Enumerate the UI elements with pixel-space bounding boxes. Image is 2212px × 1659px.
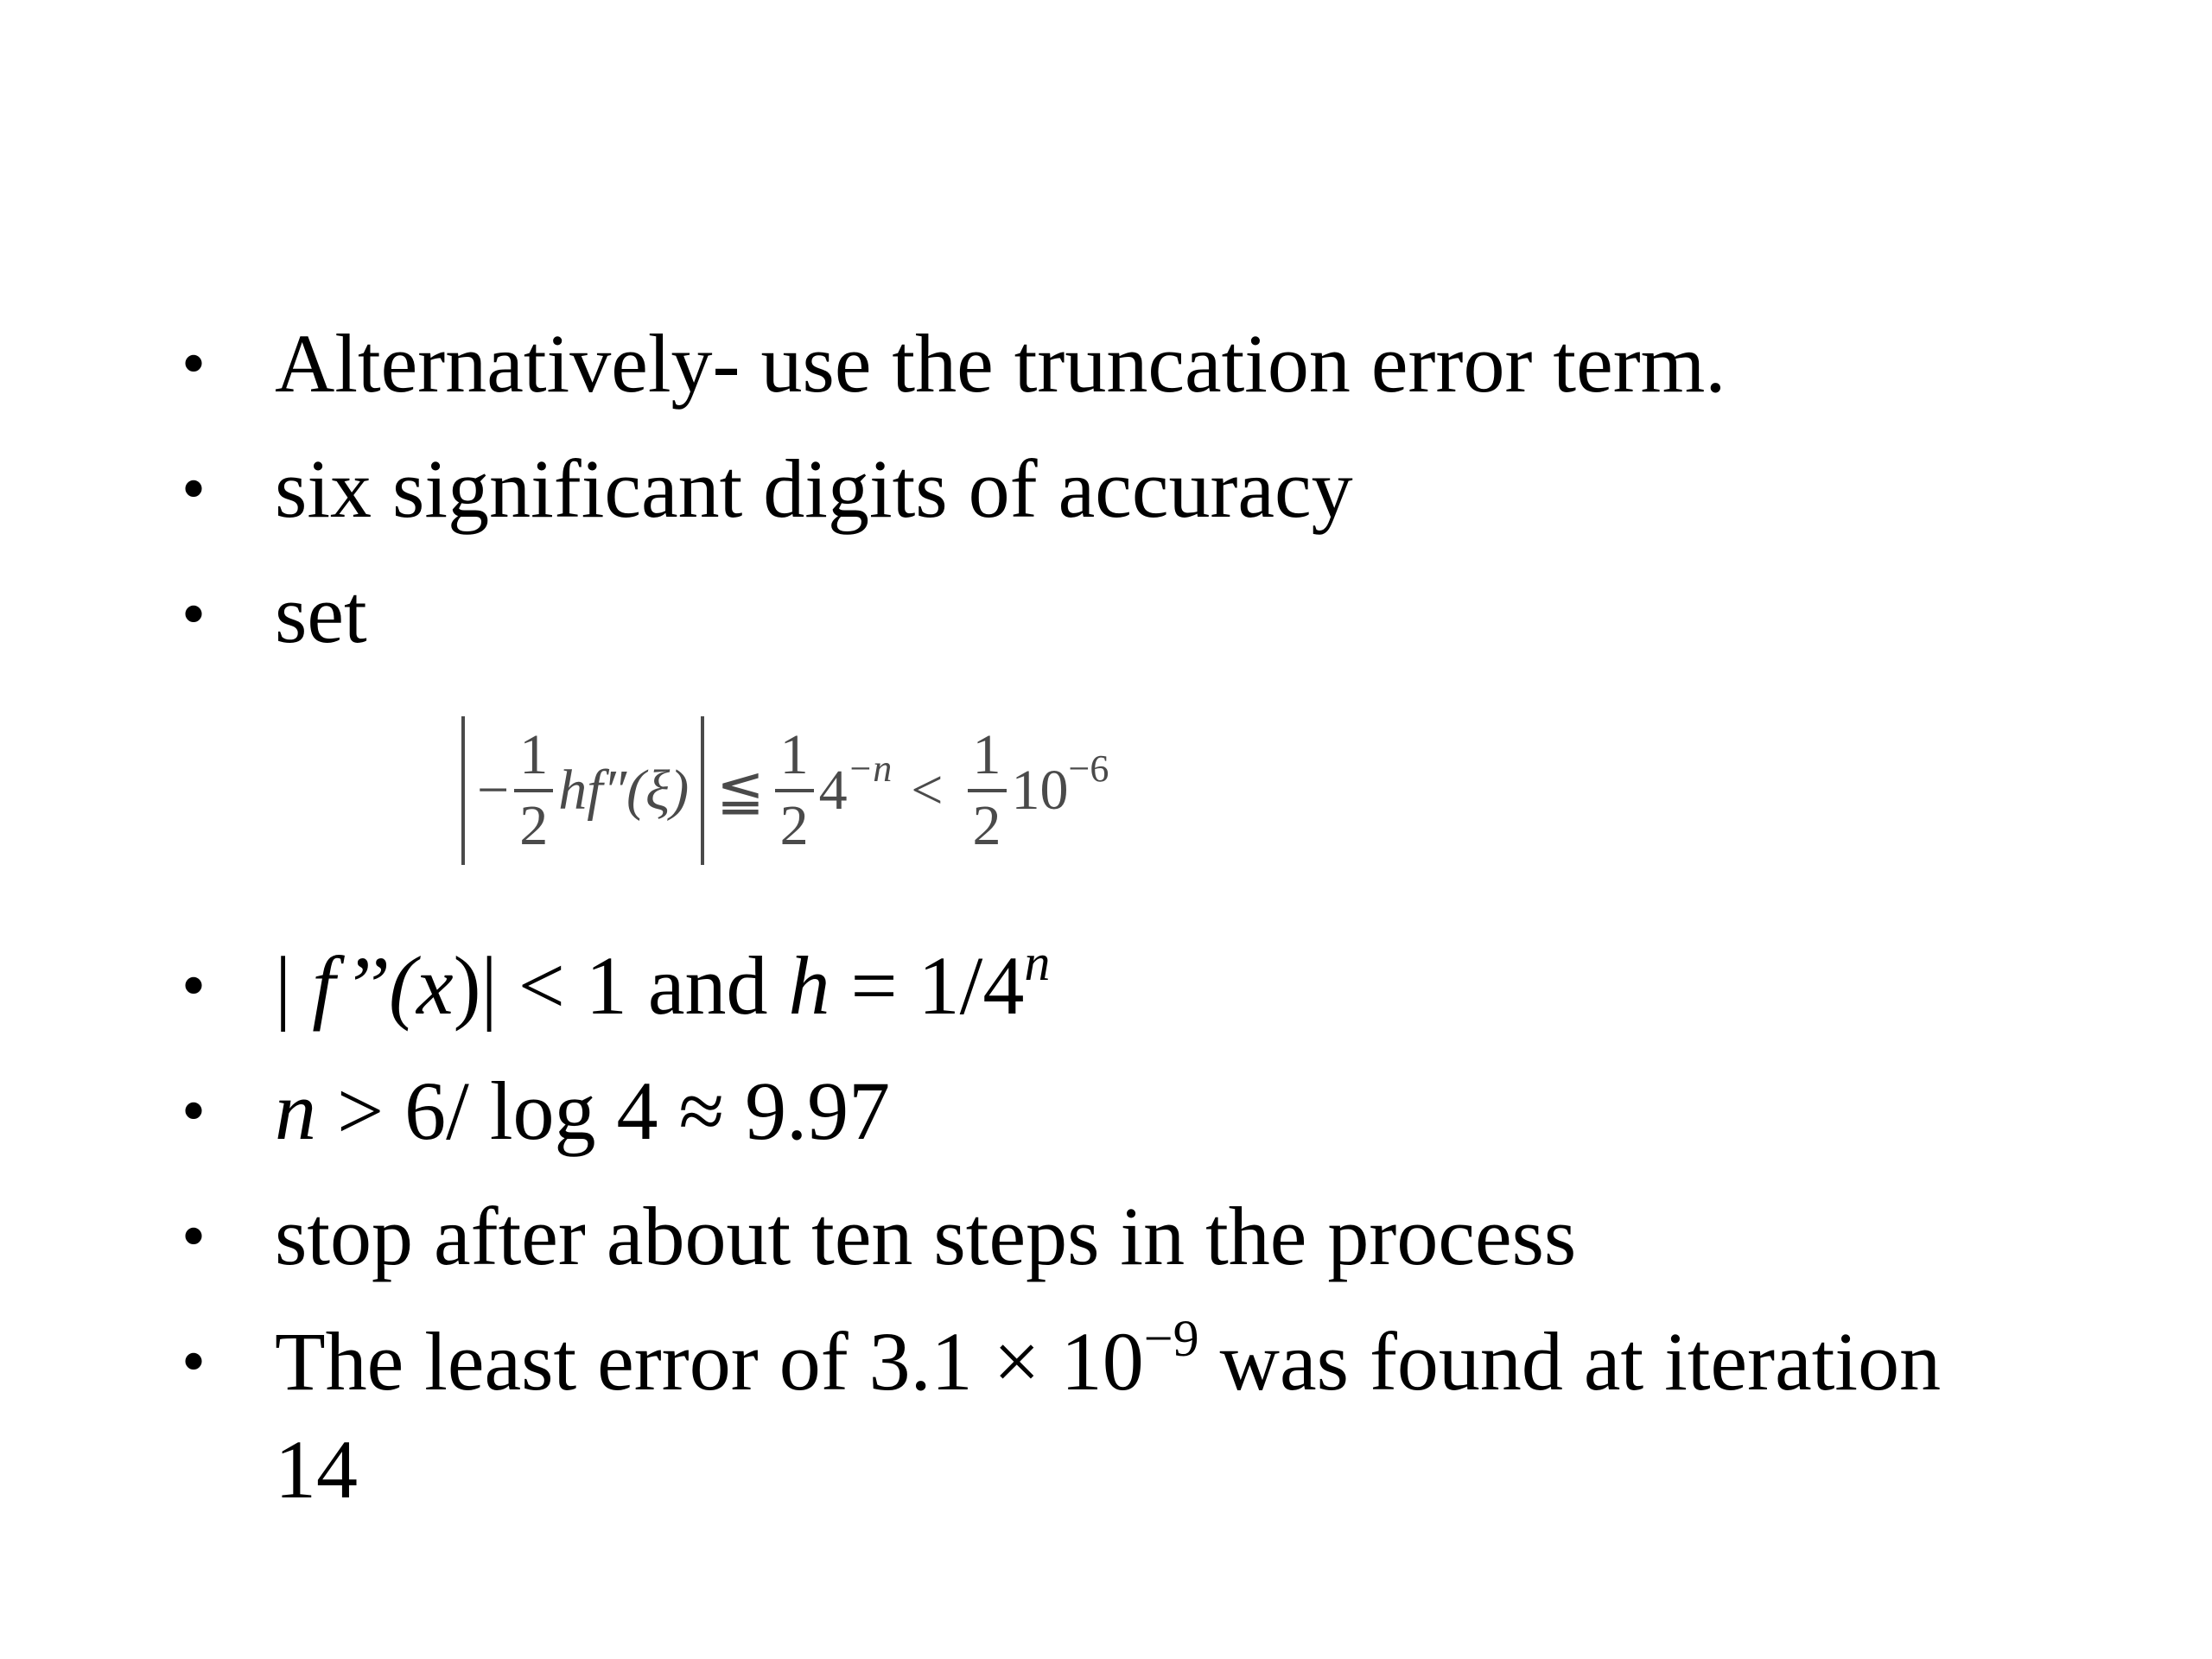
inequality-equation [449, 709, 1109, 873]
bullet-text-continuation: 14 [275, 1423, 358, 1516]
fraction-half-2: $\frac{1}{2}$ [775, 727, 814, 855]
bullet-icon: • [181, 948, 207, 1024]
bullet-icon: • [181, 1073, 207, 1149]
bullet-icon: • [181, 1198, 207, 1274]
eq-base-4: 4 [818, 759, 848, 822]
bullet-text: six significant digits of accuracy [275, 442, 1353, 535]
bullet-icon: • [181, 326, 207, 402]
eq-leq: ≦ [716, 760, 765, 823]
eq-lt: < [911, 759, 944, 822]
bullet-icon: • [181, 1324, 207, 1400]
fraction-half-1: $\frac{1}{2}$ [514, 727, 553, 855]
bullet-text: The least error of $3.1 \times 10^{-9}$ was found at iteration [275, 1310, 1942, 1408]
bullet-text: n > 6/ log 4 ≈ 9.97 [275, 1065, 891, 1157]
bullet-icon: • [181, 451, 207, 527]
abs-bar-left [461, 716, 465, 865]
bullet-text: Alternatively- use the truncation error term. [275, 317, 1726, 410]
eq-hf-term: hf″(ξ) [558, 759, 690, 822]
bullet-text: set [275, 568, 367, 660]
bullet-text: stop after about ten steps in the process [275, 1190, 1577, 1282]
bullet-icon: • [181, 576, 207, 652]
eq-exp-10: −6 [1068, 747, 1109, 790]
fraction-half-3: $\frac{1}{2}$ [968, 727, 1007, 855]
abs-bar-right [701, 716, 704, 865]
eq-minus: − [477, 759, 510, 822]
eq-base-10: 10 [1011, 759, 1069, 822]
bullet-text: | f’’(x)| < 1 and $h = 1/4^n$ [275, 934, 1051, 1032]
eq-exp-4: −n [847, 747, 893, 790]
